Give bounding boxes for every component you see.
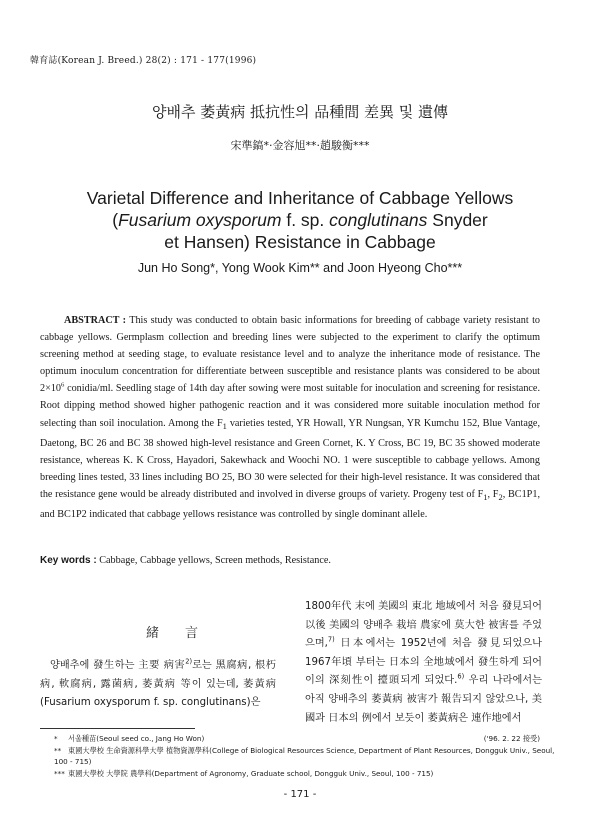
footnote-3: *** 東國大學校 大學院 農學科(Department of Agronomy, Graduate school, Dongguk Univ., Seoul, 100 - 715) [54,769,434,778]
journal-header: 韓育誌(Korean J. Breed.) 28(2) : 171 - 177(1996) [30,56,257,66]
keywords-label: Key words : [40,555,97,566]
page-number: - 171 - [283,789,317,800]
footnote-1: * 서울種苗(Seoul seed co., Jang Ho Won) [54,734,205,743]
english-title-line1: Varietal Difference and Inheritance of Cabbage Yellows [86,188,514,208]
abstract: ABSTRACT : This study was conducted to obtain basic informations for breeding of cabbage variety resistant to cabbage yellows. Germplasm collection and breeding lines were subjected to the experiment to clarify the optimum screening method at seeding stage, to evaluate resistance level and to analyze the inheritance mode of resistance. The optimum inoculum concentration for differentiate between susceptible and resistance plants was considered to be about $2\times 10^6$ conidia/ml. Seedling stage of 14th day after sowing were most suitable for inoculation and screening for resistance. Root dipping method showed higher pathogenic reaction and it was considered more suitable inoculation method for selecting than soil inoculation. Among the $F_1$ varieties tested, YR Howall, YR Nungsan, YR Kumchu 152, Blue Vantage, Daetong, BC 26 and BC 38 showed high-level resistance and Green Cornet, K. Y Cross, BC 19, BC 35 showed moderate resistance, whereas K. K Cross, Hayadori, Sakewhack and Woochi NO. 1 were susceptible to cabbage yellows. Among breeding lines tested, 33 lines including BO 25, BO 30 were selected for their high-level resistance. It was considered that the resistance gene would be already distributed and involved in diverse groups of variety. Progeny test of $F_1$, $F_2$, BC1P1, and BC1P2 indicated that cabbage yellows resistance was controlled by single dominant allele. [40,315,541,521]
keywords: Key words : Cabbage, Cabbage yellows, Screen methods, Resistance. [40,555,331,566]
english-title-line2: (Fusarium oxysporum f. sp. conglutinans Snyder [112,210,488,230]
english-authors: Jun Ho Song*, Yong Wook Kim** and Joon Hyeong Cho*** [137,261,463,275]
footnote-2: ** 東國大學校 生命資源科學大學 植物資源學科(College of Biological Resources Science, Department of Plant Resources, Dongguk Univ., Seoul, 100 - 715) [54,746,555,766]
english-title-line3: et Hansen) Resistance in Cabbage [164,232,436,252]
korean-authors: 宋準鎬*·金容旭**·趙駿衡*** [230,139,370,152]
footnote-rule [40,728,195,729]
abstract-label: ABSTRACT : [64,315,127,326]
english-title [60,187,540,253]
korean-title: 양배추 萎黃病 抵抗性의 品種間 差異 및 遺傳 [151,103,449,121]
left-column-text: 양배추에 發生하는 主要 病害$^{2)}$로는 黑腐病, 根朽病, 軟腐病, 露菌病, 萎黃病 等이 있는데, 萎黃病(Fusarium oxysporum f. sp. conglutinans)은 [40,657,276,709]
received-date: ('96. 2. 22 接受) [483,734,540,743]
section-heading: 緒言 [145,626,224,641]
right-column-text: 1800年代 末에 美國의 東北 地域에서 처음 發見되어 以後 美國의 양배추 栽培 農家에 莫大한 被害를 주었으며,$^{7)}$ 日本에서는 1952년에 처음 發見되었으나 1967年頃 부터는 日本의 全地域에서 發生하게 되어 이의 深刻性이 擡頭되게 되었다.$^{6)}$ 우리 나라에서는 아직 양배추의 萎黃病 被害가 報告되지 않았으나, 美國과 日本의 例에서 보듯이 萎黃病은 連作地에서 [305,601,542,724]
